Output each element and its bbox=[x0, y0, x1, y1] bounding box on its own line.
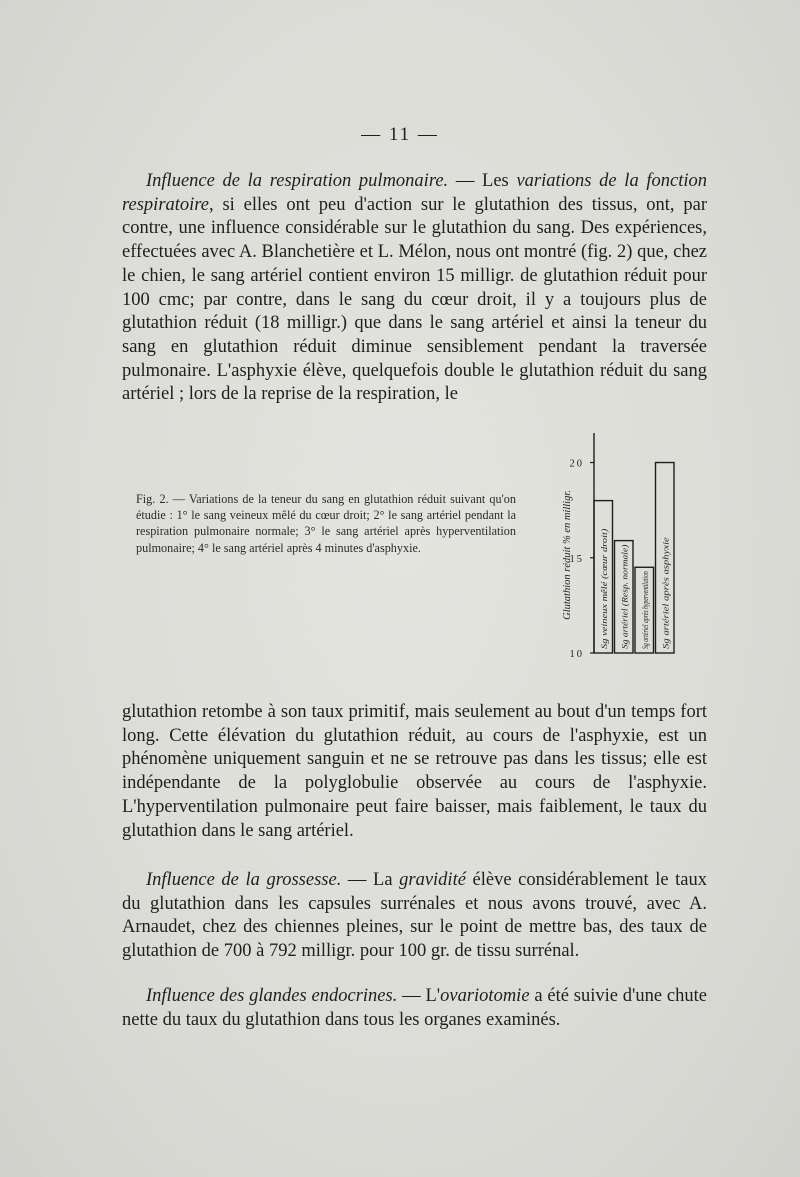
chart-ylabel: Glutathion réduit % en milligr. bbox=[562, 490, 573, 620]
section-title-endocrines: Influence des glandes endocrines. bbox=[146, 986, 398, 1006]
bars bbox=[594, 463, 674, 653]
figure-caption-text: Fig. 2. — Variations de la teneur du sang en glutathion réduit suivant qu'on étudie : 1° le sang veineux mêlé du cœur droit; 2° le sang artériel pendant la respiration pulmonaire normale; 3° le sang artériel après hyperventilation pulmonaire; 4° le sang artériel après 4 minutes d'asphyxie. bbox=[136, 492, 516, 555]
y-tick-label: 15 bbox=[569, 553, 584, 565]
emphasis-ovariotomie: ovariotomie bbox=[440, 986, 530, 1006]
paragraph-grossesse bbox=[122, 869, 707, 964]
bar-label-1: Sg veineux mêlé (cœur droit) bbox=[598, 550, 609, 649]
paragraph-text: , si elles ont peu d'action sur le glutathion des tissus, ont, par contre, une influence considérable sur le glutathion du sang. Des expériences, effectuées avec A. Blanchetière et L. Mélon, nous ont montré (fig. 2) que, chez le chien, le sang artériel contient environ 15 milligr. de glutathion réduit pour 100 cmc; par contre, dans le sang du cœur droit, il y a toujours plus de glutathion réduit (18 milligr.) que dans le sang artériel et ainsi la teneur du sang en glutathion réduit diminue sensiblement pendant la traversée pulmonaire. L'asphyxie élève, quelquefois double le glutathion réduit du sang artériel ; lors de la reprise de la respiration, le bbox=[122, 194, 707, 405]
bar-label-4: Sg artériel après asphyxie bbox=[660, 559, 671, 649]
dash: — La bbox=[341, 870, 400, 890]
emphasis-variations: variations de la fonction respiratoire bbox=[122, 171, 708, 215]
y-tick-label: 20 bbox=[569, 458, 584, 470]
section-title-respiration: Influence de la respiration pulmonaire. bbox=[146, 171, 449, 191]
bar-label-2: Sg artériel (Resp. normale) bbox=[619, 554, 630, 649]
page-number: — 11 — bbox=[361, 124, 439, 145]
dash: — L' bbox=[397, 986, 441, 1006]
paragraph-text: a été suivie d'une chute nette du taux du glutathion dans tous les organes examinés. bbox=[122, 986, 707, 1030]
paragraph-text: élève considérablement le taux du glutathion dans les capsules surrénales et nous avons trouvé, avec A. Arnaudet, chez des chiennes pleines, sur le point de mettre bas, des taux de glutathion de 700 à 792 milligr. pour 100 gr. de tissu surrénal. bbox=[122, 870, 707, 962]
bar-label-3: Sg artériel après hyperventilation bbox=[639, 532, 650, 649]
glutathion-bar-chart bbox=[540, 425, 720, 665]
dash: — Les bbox=[448, 171, 517, 191]
paragraph-endocrines bbox=[122, 985, 707, 1032]
paragraph-continuation: glutathion retombe à son taux primitif, mais seulement au bout d'un temps fort long. Cette élévation du glutathion réduit, au cours de l'asphyxie, est un phénomène uniquement sanguin et ne se retrouve pas dans les tissus; elle est indépendante de la polyglobulie observée au cours de l'asphyxie. L'hyperventilation pulmonaire peut faire baisser, mais faiblement, le taux du glutathion dans le sang artériel. bbox=[122, 702, 707, 841]
y-tick-label: 10 bbox=[569, 649, 584, 660]
section-title-grossesse: Influence de la grossesse. bbox=[146, 870, 342, 890]
y-ticks bbox=[570, 459, 595, 660]
paragraph-respiration bbox=[122, 170, 707, 407]
figure-caption bbox=[136, 491, 516, 556]
emphasis-gravidite: gravidité bbox=[399, 870, 466, 890]
